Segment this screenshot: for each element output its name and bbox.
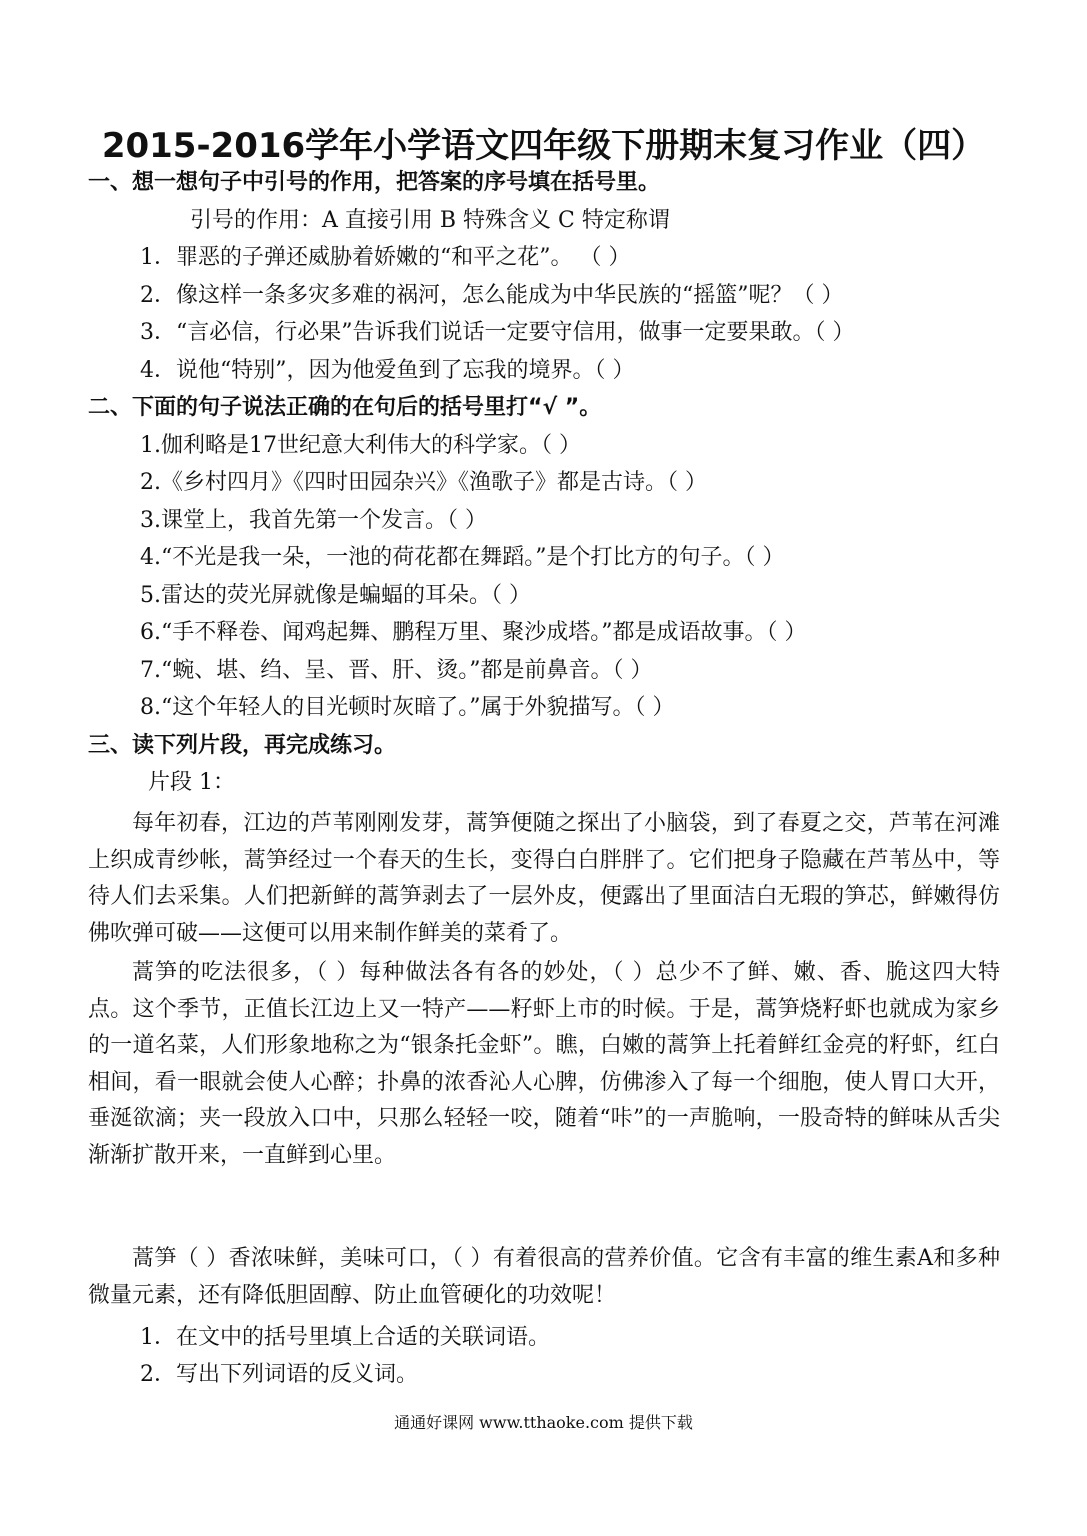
section1-item-3: 3．“言必信，行必果”告诉我们说话一定要守信用，做事一定要果敢。（ ） <box>140 320 855 345</box>
section1-heading: 一、想一想句子中引号的作用，把答案的序号填在括号里。 <box>88 170 661 195</box>
passage-paragraph-2: 蒿笋的吃法很多，（ ）每种做法各有各的妙处，（ ）总少不了鲜、嫩、香、脆这四大特点。这个季节，正值长江边上又一特产——籽虾上市的时候。于是，蒿笋烧籽虾也就成为家乡的一道名菜，人们形象地称之为“银条托金虾”。瞧，白嫩的蒿笋上托着鲜红金亮的籽虾，红白相间，看一眼就会使人心醉；扑鼻的浓香沁人心脾，仿佛渗入了每一个细胞，使人胃口大开，垂涎欲滴；夹一段放入口中，只那么轻轻一咬，随着“咔”的一声脆响，一股奇特的鲜味从舌尖渐渐扩散开来，一直鲜到心里。 <box>88 960 1000 1168</box>
section3-heading: 三、读下列片段，再完成练习。 <box>88 733 397 758</box>
passage-paragraph-3: 蒿笋（ ）香浓味鲜，美味可口，（ ）有着很高的营养价值。它含有丰富的维生素A和多种微量元素，还有降低胆固醇、防止血管硬化的功效呢！ <box>88 1246 1000 1308</box>
quote-usage-note: 引号的作用：A 直接引用 B 特殊含义 C 特定称谓 <box>190 208 670 233</box>
section2-item-3: 3.课堂上，我首先第一个发言。（ ） <box>140 508 487 533</box>
section2-item-6: 6.“手不释卷、闻鸡起舞、鹏程万里、聚沙成塔。”都是成语故事。（ ） <box>140 620 807 645</box>
passage-paragraph-1: 每年初春，江边的芦苇刚刚发芽，蒿笋便随之探出了小脑袋，到了春夏之交，芦苇在河滩上织成青纱帐，蒿笋经过一个春天的生长，变得白白胖胖了。它们把身子隐藏在芦苇丛中，等待人们去采集。人们把新鲜的蒿笋剥去了一层外皮，便露出了里面洁白无瑕的笋芯，鲜嫩得仿佛吹弹可破——这便可以用来制作鲜美的菜肴了。 <box>88 811 1000 946</box>
section2-item-4: 4.“不光是我一朵，一池的荷花都在舞蹈。”是个打比方的句子。（ ） <box>140 545 785 570</box>
question-1: 1．在文中的括号里填上合适的关联词语。 <box>140 1325 550 1350</box>
section2-item-2: 2.《乡村四月》《四时田园杂兴》《渔歌子》都是古诗。（ ） <box>140 470 707 495</box>
section2-item-5: 5.雷达的荧光屏就像是蝙蝠的耳朵。（ ） <box>140 583 531 608</box>
section2-item-1: 1.伽利略是17世纪意大利伟大的科学家。（ ） <box>140 433 581 458</box>
question-2: 2．写出下列词语的反义词。 <box>140 1362 418 1387</box>
footer-credit: 通通好课网 www.tthaoke.com 提供下载 <box>394 1413 693 1432</box>
section2-item-7: 7.“蜿、堪、绉、呈、晋、肝、烫。”都是前鼻音。（ ） <box>140 658 653 683</box>
fragment-label: 片段 1： <box>148 770 235 795</box>
page-title: 2015-2016学年小学语文四年级下册期末复习作业（四） <box>101 126 986 166</box>
section1-item-4: 4．说他“特别”，因为他爱鱼到了忘我的境界。（ ） <box>140 358 635 383</box>
section1-item-1: 1．罪恶的子弹还威胁着娇嫩的“和平之花”。 （ ） <box>140 245 631 270</box>
section2-item-8: 8.“这个年轻人的目光顿时灰暗了。”属于外貌描写。（ ） <box>140 695 675 720</box>
section2-heading: 二、下面的句子说法正确的在句后的括号里打“√ ”。 <box>88 395 602 420</box>
section1-item-2: 2．像这样一条多灾多难的祸河，怎么能成为中华民族的“摇篮”呢？（ ） <box>140 283 844 308</box>
